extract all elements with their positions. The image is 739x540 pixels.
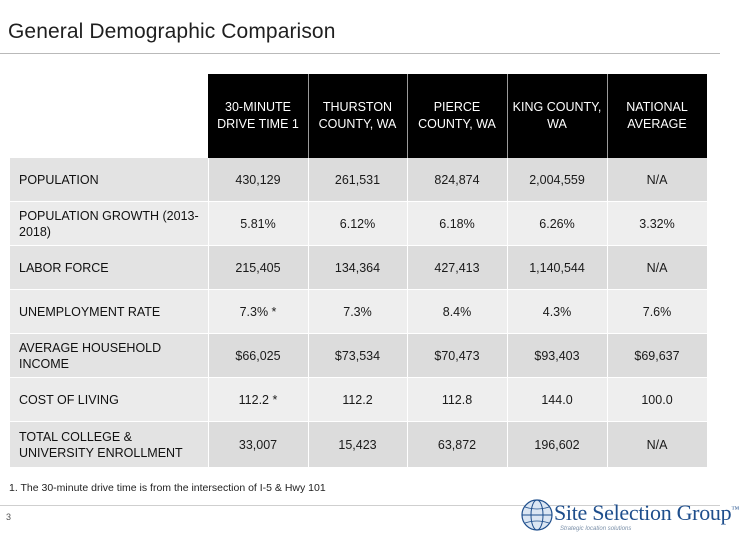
table-cell: 427,413 — [434, 261, 480, 275]
row-label-cell — [10, 158, 208, 202]
title-divider — [0, 53, 720, 54]
column-header — [507, 74, 607, 158]
column-header-line: KING COUNTY, — [512, 100, 602, 114]
column-header-line: COUNTY, WA — [418, 117, 496, 131]
table-cell: 15,423 — [338, 438, 377, 452]
header-separator — [407, 74, 408, 158]
column-header-line: AVERAGE — [627, 117, 687, 131]
column-header-line: DRIVE TIME 1 — [217, 117, 299, 131]
table-cell: 100.0 — [641, 393, 673, 407]
site-selection-group-logo — [520, 496, 739, 536]
column-header — [407, 74, 507, 158]
column-header-line: THURSTON — [322, 100, 393, 114]
table-row — [10, 422, 707, 468]
table-cell: 7.6% — [642, 305, 672, 319]
table-cell: 112.8 — [441, 393, 473, 407]
row-label: POPULATION GROWTH (2013-2018) — [19, 209, 199, 239]
column-header-line: 30-MINUTE — [225, 100, 291, 114]
table-cell: 7.3% * — [239, 305, 277, 319]
page-title: General Demographic Comparison — [8, 20, 336, 43]
table-cell: 4.3% — [542, 305, 572, 319]
table-cell: 5.81% — [240, 217, 276, 231]
row-label: TOTAL COLLEGE & UNIVERSITY ENROLLMENT — [19, 430, 183, 460]
row-label: COST OF LIVING — [19, 393, 119, 407]
table-row — [10, 202, 707, 246]
logo-wordmark: Site Selection Group™ — [554, 500, 739, 525]
table-cell: 112.2 — [342, 393, 373, 407]
table-cell: 8.4% — [442, 305, 472, 319]
table-cell: 430,129 — [235, 173, 281, 187]
row-label-cell — [10, 378, 208, 422]
header-separator — [507, 74, 508, 158]
table-cell: 144.0 — [541, 393, 573, 407]
table-header — [208, 74, 707, 158]
table-cell: $66,025 — [235, 349, 281, 363]
logo-tagline: Strategic location solutions — [560, 526, 632, 532]
row-label-cell — [10, 422, 208, 468]
row-label: POPULATION — [19, 173, 99, 187]
table-cell: 33,007 — [238, 438, 278, 452]
table-cell: N/A — [646, 261, 668, 275]
column-header-line: COUNTY, WA — [318, 117, 397, 131]
table-cell: 3.32% — [639, 217, 675, 231]
footnote: 1. The 30-minute drive time is from the intersection of I-5 & Hwy 101 — [9, 482, 326, 494]
table-cell: 112.2 * — [238, 393, 278, 407]
table-row — [10, 158, 707, 202]
column-header-line: WA — [547, 117, 567, 131]
column-header — [607, 74, 707, 158]
column-header — [308, 74, 407, 158]
table-row — [10, 378, 707, 422]
table-cell: $73,534 — [334, 349, 381, 363]
table-cell: 6.26% — [539, 217, 575, 231]
table-cell: 196,602 — [534, 438, 580, 452]
column-header-line: NATIONAL — [626, 100, 688, 114]
table-cell: $69,637 — [634, 349, 680, 363]
row-label-cell — [10, 290, 208, 334]
globe-icon — [520, 498, 554, 532]
column-header-line: PIERCE — [433, 100, 481, 114]
table-cell: N/A — [646, 173, 668, 187]
table-row — [10, 290, 707, 334]
column-header — [208, 74, 308, 158]
table-cell: 63,872 — [437, 438, 477, 452]
row-label: UNEMPLOYMENT RATE — [19, 305, 161, 319]
table-cell: $70,473 — [434, 349, 480, 363]
table-cell: 1,140,544 — [529, 261, 585, 275]
table-cell: 824,874 — [434, 173, 480, 187]
header-separator — [308, 74, 309, 158]
row-divider — [10, 467, 707, 468]
table-cell: N/A — [646, 438, 668, 452]
row-label-cell — [10, 202, 208, 246]
page-number: 3 — [6, 512, 12, 522]
row-label: AVERAGE HOUSEHOLD INCOME — [19, 341, 162, 371]
table-cell: 7.3% — [343, 305, 372, 319]
table-cell: 215,405 — [235, 261, 281, 275]
table-row — [10, 246, 707, 290]
table-cell: 134,364 — [334, 261, 381, 275]
table-cell: 2,004,559 — [529, 173, 585, 187]
table-cell: 6.18% — [439, 217, 475, 231]
header-separator — [607, 74, 608, 158]
table-cell: $93,403 — [534, 349, 580, 363]
row-label: LABOR FORCE — [19, 261, 109, 275]
table-row — [10, 334, 707, 378]
row-label-cell — [10, 334, 208, 378]
row-label-cell — [10, 246, 208, 290]
table-cell: 6.12% — [339, 217, 376, 231]
table-cell: 261,531 — [334, 173, 381, 187]
